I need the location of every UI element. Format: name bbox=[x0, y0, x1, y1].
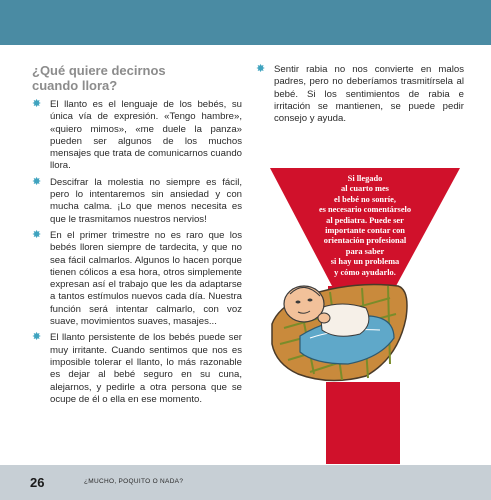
list-item bbox=[32, 230, 242, 328]
list-item bbox=[32, 99, 242, 173]
bullet-star-icon: ✸ bbox=[32, 175, 42, 188]
page-footer bbox=[0, 465, 491, 500]
pediatrician-callout bbox=[270, 168, 460, 468]
callout-line: orientación profesional bbox=[323, 236, 407, 246]
bullet-star-icon: ✸ bbox=[32, 98, 42, 110]
list-item-text: En el primer trimestre no es raro que los bebés lloren siempre de tardecita, y que no sea fácil calmarlos. Algunos lo hacen porque tienen cólicos a esa hora, otros simplemente expresan así el trabajo que les da adaptarse a tantos estímulos nuevos cada día. Nuestra función será intentar calmarlo, con voz suave, movimientos suaves, masajes... bbox=[50, 229, 242, 328]
bullet-star-icon: ✸ bbox=[32, 228, 42, 241]
callout-line: si hay un problema bbox=[330, 257, 400, 267]
callout-line: importante contar con bbox=[325, 226, 405, 236]
list-item bbox=[256, 64, 464, 125]
heading-line-1: ¿Qué quiere decirnos bbox=[32, 63, 166, 78]
callout-line: al cuarto mes bbox=[341, 184, 389, 194]
list-item-text: Sentir rabia no nos convierte en malos padres, pero no deberíamos trasmitírsela al bebé. Si los sentimientos de rabia e irritación se mantienen, se puede pedir consejo y ayuda. bbox=[274, 64, 464, 125]
callout-text bbox=[298, 174, 432, 278]
list-item bbox=[32, 177, 242, 226]
callout-line: es necesario comentárselo bbox=[318, 205, 412, 215]
heading-line-2: cuando llora? bbox=[32, 78, 118, 93]
running-title: ¿MUCHO, POQUITO O NADA? bbox=[84, 478, 184, 485]
callout-line: el bebé no sonríe, bbox=[334, 194, 396, 204]
right-column bbox=[256, 64, 464, 129]
left-bullet-list bbox=[32, 99, 242, 406]
page-number: 26 bbox=[30, 475, 45, 490]
bullet-star-icon: ✸ bbox=[256, 63, 266, 75]
callout-line: y cómo ayudarlo. bbox=[334, 267, 396, 277]
list-item bbox=[32, 332, 242, 406]
callout-red-square bbox=[326, 382, 400, 464]
right-bullet-list bbox=[256, 64, 464, 125]
basket-icon bbox=[272, 285, 407, 381]
list-item-text: El llanto persistente de los bebés puede ser muy irritante. Cuando sentimos que nos es imposible tolerar el llanto, lo más razonable es dejar al bebé seguro en su cuna, alejarnos, y pedirle a otra persona que se ocupe de él o ella en ese momento. bbox=[50, 332, 242, 405]
callout-line: para saber bbox=[345, 246, 385, 256]
list-item-text: El llanto es el lenguaje de los bebés, su única vía de expresión. «Tengo hambre», «quiero mimos», «me duele la panza» pueden ser algunos de los muchos mensajes que trata de comunicarnos cuando llora. bbox=[50, 99, 242, 172]
callout-line: al pediatra. Puede ser bbox=[326, 215, 404, 225]
top-color-band bbox=[0, 0, 491, 45]
list-item-text: Descifrar la molestia no siempre es fácil, pero lo intentaremos sin ansiedad y con mucha calma. ¡Lo que menos necesita es que le trasmitamos nuestros nervios! bbox=[50, 176, 242, 225]
section-heading bbox=[32, 63, 242, 93]
left-column bbox=[32, 63, 242, 410]
callout-line: Si llegado bbox=[347, 174, 383, 183]
bullet-star-icon: ✸ bbox=[32, 331, 42, 344]
